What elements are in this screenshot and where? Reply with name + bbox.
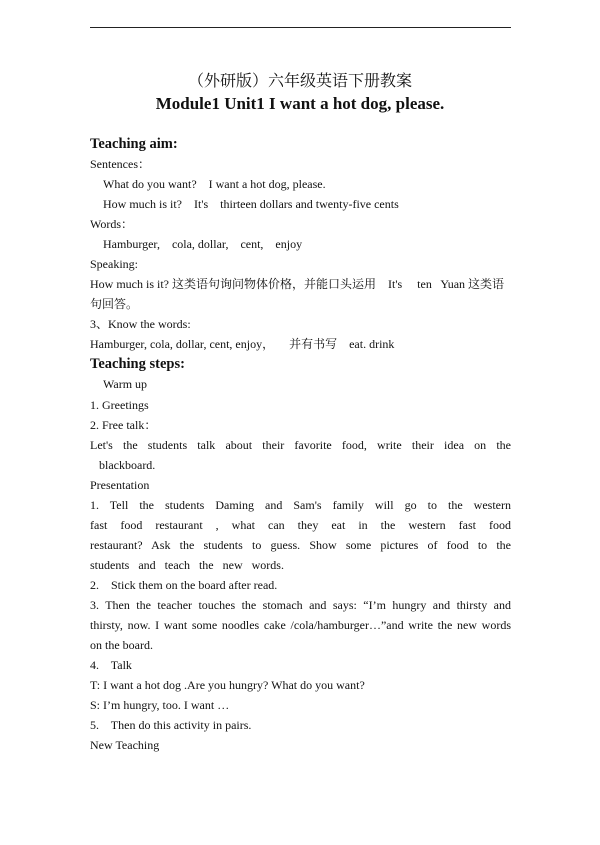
know-the-words: 3、Know the words: — [90, 317, 191, 331]
free-talk-line-2: blackboard. — [99, 458, 156, 472]
heading-teaching-steps: Teaching steps: — [90, 356, 185, 372]
section-presentation: Presentation — [90, 478, 150, 492]
presentation-4: 4. Talk — [90, 658, 132, 672]
presentation-5: 5. Then do this activity in pairs. — [90, 718, 252, 732]
presentation-1-line-3: restaurant? Ask the students to guess. Show some pictures of food to the — [90, 538, 511, 552]
sentence-2: How much is it? It's thirteen dollars and twenty-five cents — [103, 197, 399, 211]
dialog-teacher: T: I want a hot dog .Are you hungry? What do you want? — [90, 678, 365, 692]
words-list: Hamburger, cola, dollar, cent, enjoy — [103, 237, 303, 251]
presentation-1-line-2: fast food restaurant , what can they eat in the western fast food — [90, 518, 511, 532]
presentation-1-line-1: 1. Tell the students Daming and Sam's family will go to the western — [90, 498, 511, 512]
presentation-1-line-4: students and teach the new words. — [90, 558, 284, 572]
header-rule — [90, 27, 511, 28]
label-sentences: Sentences： — [90, 157, 150, 171]
free-talk-line-1: Let's the students talk about their favorite food, write their idea on the — [90, 438, 511, 452]
presentation-2: 2. Stick them on the board after read. — [90, 578, 278, 592]
title-english: Module1 Unit1 I want a hot dog, please. — [155, 94, 445, 113]
heading-teaching-aim: Teaching aim: — [90, 136, 178, 152]
label-speaking: Speaking: — [90, 257, 138, 271]
label-words: Words： — [90, 217, 134, 231]
step-greetings: 1. Greetings — [90, 398, 149, 412]
presentation-3-line-2: thirsty, now. I want some noodles cake /cola/hamburger…”and write the new words — [90, 618, 511, 632]
warm-up: Warm up — [103, 377, 148, 391]
dialog-student: S: I’m hungry, too. I want … — [90, 698, 230, 712]
know-words-list: Hamburger, cola, dollar, cent, enjoy， 并有书写 eat. drink — [90, 337, 395, 351]
step-free-talk: 2. Free talk： — [90, 418, 157, 432]
section-new-teaching: New Teaching — [90, 738, 160, 752]
speaking-line-2: 句回答。 — [90, 297, 139, 311]
speaking-line-1: How much is it? 这类语句询问物体价格，并能口头运用 It's ten Yuan 这类语 — [90, 277, 505, 291]
title-chinese: （外研版）六年级英语下册教案 — [187, 73, 412, 90]
presentation-3-line-3: on the board. — [90, 638, 153, 652]
presentation-3-line-1: 3. Then the teacher touches the stomach and says: “I’m hungry and thirsty and — [90, 598, 511, 612]
sentence-1: What do you want? I want a hot dog, please. — [103, 177, 326, 191]
